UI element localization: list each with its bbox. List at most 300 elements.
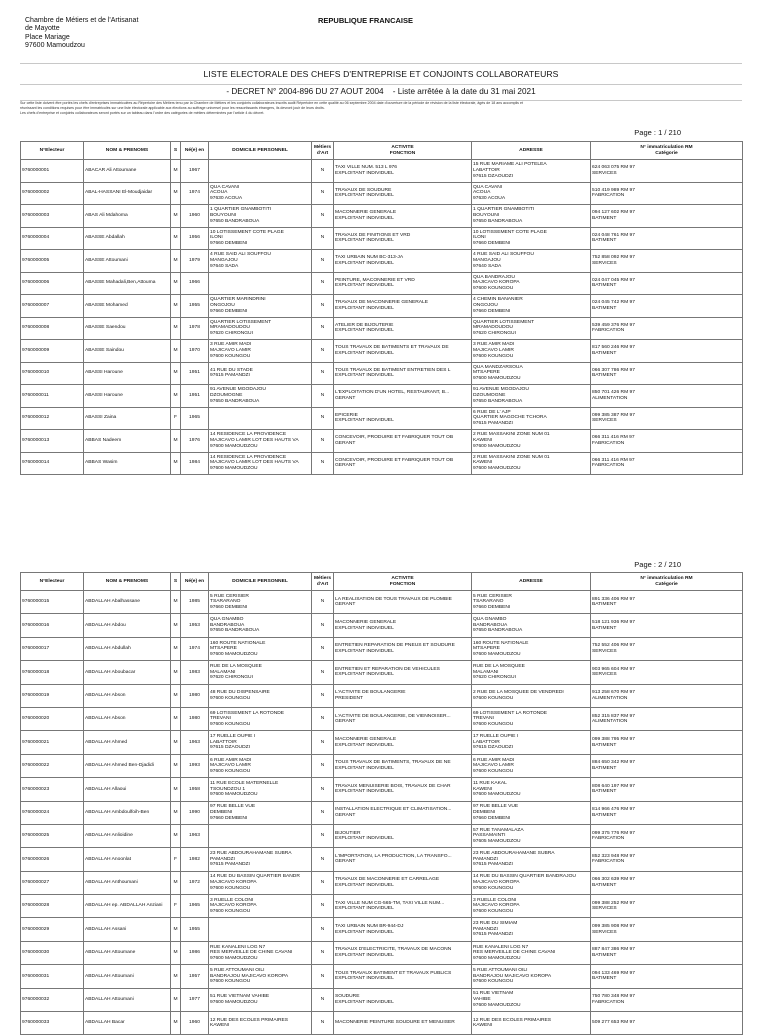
col-home-address [209,272,312,295]
col-registration: 066 307 786 RM 97 BATIMENT [591,362,743,385]
col-business-address: QUA BANDRAJOU MAJICAVO KOROPA 97600 KOUNGOU [472,272,591,295]
col-birth-year: 1956 [181,227,209,250]
col-art-trades: N [312,848,334,871]
col-activity: TRAVAUX DE MACONNERIE GENERALE EXPLOITANT INDIVIDUEL [334,295,472,318]
col-voter-number: 9760000032 [21,988,84,1011]
col-registration-header: N° immatriculation RM Catégorie [591,142,743,160]
col-home-address: QUA GNAMBO BANDRABOUA 97650 BANDRABOUA [209,614,312,637]
col-home-address-header: DOMICILE PERSONNEL [209,142,312,160]
col-art-trades: N [312,340,334,363]
col-sex: M [171,205,181,228]
col-name: ABDALLAH Assani [84,918,171,941]
col-activity-header: ACTIVITE FONCTION [334,142,472,160]
col-home-address: QUARTIER MARINDRINI ONGOJOU 97660 DEMBENI [209,295,312,318]
col-sex: M [171,295,181,318]
col-voter-number: 9760000016 [21,614,84,637]
table-row [21,407,743,430]
col-birth-year: 1957 [181,965,209,988]
col-voter-number: 9760000015 [21,591,84,614]
col-business-address: 160 ROUTE NATIONALE MTSAPERE 97600 MAMOUDZOU [472,637,591,660]
col-sex: M [171,385,181,408]
col-business-address-header: ADRESSE [472,142,591,160]
col-sex: M [171,661,181,684]
col-voter-number: 9760000010 [21,362,84,385]
col-activity: L'IMPORTATION, LA PRODUCTION, LA TRANSFO... GERANT [334,848,472,871]
col-birth-year: 1985 [181,591,209,614]
col-art-trades: N [312,227,334,250]
col-activity: PEINTURE, MACONNERIE ET VRD EXPLOITANT INDIVIDUEL [334,272,472,295]
col-home-address: RUE DE LA MOSQUEE MALAMANI 97620 CHIRONGUI [209,661,312,684]
col-registration: 518 121 936 RM 97 BATIMENT [591,614,743,637]
col-home-address: 91 AVENUE MGODAJOU DZOUMOGNE 97650 BANDRABOUA [209,385,312,408]
col-art-trades: N [312,317,334,340]
col-activity: ATELIER DE BIJOUTERIE EXPLOITANT INDIVIDUEL [334,317,472,340]
col-name: ABDALLAH Attoumani [84,965,171,988]
col-sex: M [171,452,181,475]
col-home-address: 12 RUE DES ECOLES PRIMAIRES KAWENI [209,1012,312,1035]
col-registration: 099 388 795 RM 97 BATIMENT [591,731,743,754]
col-art-trades: N [312,614,334,637]
col-birth-year: 1970 [181,340,209,363]
col-home-address-header: DOMICILE PERSONNEL [209,573,312,591]
col-voter-number: 9760000033 [21,1012,84,1035]
col-name: ABDALLAH Abson [84,707,171,730]
col-voter-number: 9760000017 [21,637,84,660]
col-home-address [209,918,312,941]
col-name: ABASSE Mohamed [84,295,171,318]
col-sex: M [171,731,181,754]
col-birth-year-header: Né(e) en [181,573,209,591]
col-voter-number-header: N°Electeur [21,573,84,591]
table-row [21,362,743,385]
col-activity: TOUS TRAVAUX DE BATIMENTS ET TRAVAUX DE EXPLOITANT INDIVIDUEL [334,340,472,363]
col-registration: 624 063 075 RM 97 SERVICES [591,160,743,183]
col-voter-number: 9760000018 [21,661,84,684]
col-home-address: 41 RUE DU STADE 97615 PAMANDZI [209,362,312,385]
table-row [21,614,743,637]
col-business-address: RUE DE LA MOSQUEE MALAMANI 97620 CHIRONGUI [472,661,591,684]
col-registration: 099 385 387 RM 97 SERVICES [591,407,743,430]
col-art-trades: N [312,205,334,228]
col-activity: TRAVAUX D'ELECTRICITE, TRAVAUX DE MACONN EXPLOITANT INDIVIDUEL [334,941,472,964]
col-name: ABDALLAH Attoumani [84,988,171,1011]
decree-text: - DECRET N° 2004-896 DU 27 AOUT 2004 [226,87,384,96]
col-activity: TAXI URBAIN NUM BR-944-DJ EXPLOITANT INDIVIDUEL [334,918,472,941]
col-activity: LA REALISATION DE TOUS TRAVAUX DE PLOMBIE GERANT [334,591,472,614]
col-art-trades: N [312,707,334,730]
col-business-address-header: ADRESSE [472,573,591,591]
col-business-address: 12 RUE DES ECOLES PRIMAIRES KAWENI [472,1012,591,1035]
col-birth-year: 1974 [181,182,209,205]
col-name: ABDALLAH Ahmed Ben-Djadidi [84,754,171,777]
col-voter-number: 9760000002 [21,182,84,205]
table-row [21,871,743,894]
col-birth-year: 1953 [181,614,209,637]
col-art-trades: N [312,407,334,430]
table-row [21,754,743,777]
col-birth-year: 1960 [181,1012,209,1035]
col-registration: 903 965 604 RM 97 SERVICES [591,661,743,684]
col-sex: M [171,988,181,1011]
col-sex-header: S [171,142,181,160]
col-voter-number: 9760000006 [21,272,84,295]
col-birth-year: 1963 [181,731,209,754]
table-row [21,778,743,801]
col-voter-number: 9760000012 [21,407,84,430]
col-birth-year: 1980 [181,684,209,707]
col-activity: TRAVAUX MENUISERIE BOIS, TRAVAUX DE CHAR EXPLOITANT INDIVIDUEL [334,778,472,801]
col-home-address: 5 RUE CERISIER TSARARANO 97660 DEMBENI [209,591,312,614]
col-activity: MACONNERIE GENERALE EXPLOITANT INDIVIDUEL [334,205,472,228]
col-registration: 066 311 416 RM 97 FABRICATION [591,452,743,475]
col-registration: 752 552 406 RM 97 SERVICES [591,637,743,660]
page-number: Page : 1 / 210 [634,128,681,137]
table-row [21,227,743,250]
col-registration: 509 277 653 RM 97 [591,1012,743,1035]
table-row [21,988,743,1011]
col-activity: CONCEVOIR, PRODUIRE ET FABRIQUER TOUT OB GERANT [334,430,472,453]
col-art-trades: N [312,591,334,614]
list-title: LISTE ELECTORALE DES CHEFS D'ENTREPRISE ET CONJOINTS COLLABORATEURS [20,63,742,85]
col-name: ABAS Ali Mdahoma [84,205,171,228]
col-business-address: 17 RUELLE OUPIE I LABATTOIR 97615 DZAOUDZI [472,731,591,754]
col-business-address: QUA GNAMBO BANDRABOUA 97650 BANDRABOUA [472,614,591,637]
col-art-trades: N [312,1012,334,1035]
col-art-trades: N [312,362,334,385]
col-voter-number: 9760000008 [21,317,84,340]
col-registration: 099 375 776 RM 97 FABRICATION [591,824,743,847]
table-row [21,250,743,273]
col-sex: M [171,684,181,707]
col-name: ABDALLAH Aboubacar [84,661,171,684]
col-registration: 891 336 406 RM 97 BATIMENT [591,591,743,614]
table-row [21,731,743,754]
voter-table [20,572,743,1035]
col-birth-year: 1965 [181,407,209,430]
col-home-address: 51 RUE VIETNAM VAHIBE 97600 MAMOUDZOU [209,988,312,1011]
col-activity: CONCEVOIR, PRODUIRE ET FABRIQUER TOUT OB GERANT [334,452,472,475]
col-sex: M [171,362,181,385]
col-art-trades: N [312,684,334,707]
col-voter-number: 9760000030 [21,941,84,964]
col-home-address: 5 RUE ATTOUMANI OILI BANDRAJOU MAJICAVO KOROPA 97600 KOUNGOU [209,965,312,988]
col-name: ABASSE Abdallah [84,227,171,250]
col-name: ABDALLAH Allaoui [84,778,171,801]
notice-line: Sur cette liste doivent être portés les chefs d'entreprises immatriculées au Répertoire des Métiers tenu par la Chambre de Métiers et les conjoints collaborateurs inscrits audit Répertoire en cette qualité au 06 septembre 2004 date d'ouverture de la période de révision de la liste électorale, âgés de 18 ans accomplis et [20,101,523,105]
table-row [21,824,743,847]
col-art-trades: N [312,385,334,408]
col-registration: 066 311 416 RM 97 FABRICATION [591,430,743,453]
table-row [21,430,743,453]
col-name-header: NOM & PRENOMS [84,142,171,160]
col-business-address: 15 RUE MARIAME ALI POTELEA LABATTOIR 97615 DZAOUDZI [472,160,591,183]
col-birth-year: 1986 [181,941,209,964]
col-sex: M [171,824,181,847]
col-business-address: 5 RUE ATTOUMANI OILI BANDRAJOU MAJICAVO KOROPA 97600 KOUNGOU [472,965,591,988]
col-voter-number: 9760000001 [21,160,84,183]
col-birth-year: 1984 [181,452,209,475]
col-art-trades: N [312,871,334,894]
col-voter-number: 9760000022 [21,754,84,777]
table-row [21,1012,743,1035]
col-business-address: 2 RUE MASSAKINI ZONE NUM 01 KAWENI 97600 MAMOUDZOU [472,430,591,453]
col-birth-year: 1958 [181,778,209,801]
col-art-trades: N [312,988,334,1011]
col-registration: 850 701 426 RM 97 ALIMENTATION [591,385,743,408]
col-voter-number: 9760000020 [21,707,84,730]
col-art-trades: N [312,918,334,941]
col-art-trades: N [312,430,334,453]
col-name: ABASSE Saendou [84,317,171,340]
col-art-trades: N [312,801,334,824]
col-birth-year: 1951 [181,362,209,385]
col-art-trades: N [312,637,334,660]
col-activity: BIJOUTIER EXPLOITANT INDIVIDUEL [334,824,472,847]
col-voter-number: 9760000025 [21,824,84,847]
col-birth-year: 1982 [181,848,209,871]
col-art-trades: N [312,452,334,475]
col-name: ABBAS Nadeem [84,430,171,453]
col-sex: M [171,250,181,273]
col-birth-year: 1966 [181,272,209,295]
col-home-address: RUE KANALENI LOG N7 RES MERVEILLE DE CHINE CAVANI 97600 MAMOUDZOU [209,941,312,964]
col-activity: L'EXPLOITATION D'UN HOTEL, RESTAURANT, B... GERANT [334,385,472,408]
page-number: Page : 2 / 210 [634,560,681,569]
col-sex: M [171,160,181,183]
col-business-address: 57 RUE TANAMALAZA PASSAMAINTI 97605 MAMOUDZOU [472,824,591,847]
col-sex-header: S [171,573,181,591]
col-business-address: 6 RUE AMIR MADI MAJICAVO LAMIR 97600 KOUNGOU [472,754,591,777]
col-art-trades: N [312,824,334,847]
col-voter-number: 9760000014 [21,452,84,475]
col-home-address: 17 RUELLE OUPIE I LABATTOIR 97615 DZAOUDZI [209,731,312,754]
col-activity: ENTRETIEN REPARATION DE PNEUS ET SOUDURE EXPLOITANT INDIVIDUEL [334,637,472,660]
col-activity: TAXI VILLE NUM CG-565-TM, TAXI VILLE NUM... EXPLOITANT INDIVIDUEL [334,895,472,918]
page-break [0,507,768,567]
date-note: - Liste arrêtée à la date du 31 mai 2021 [392,87,536,96]
col-name: ABASSI Zaina [84,407,171,430]
col-registration: 852 323 948 RM 97 FABRICATION [591,848,743,871]
col-business-address: QUARTIER LOTISSEMENT MRAMADOUDOU 97620 CHIRONGUI [472,317,591,340]
col-home-address: 160 ROUTE NATIONALE MTSAPERE 97600 MAMOUDZOU [209,637,312,660]
col-business-address: 14 RUE DU BASSIN QUARTIER BANDRAJOU MAJICAVO KOROPA 97600 KOUNGOU [472,871,591,894]
col-name: ABDALLAH Abson [84,684,171,707]
col-registration: 817 560 246 RM 97 BATIMENT [591,340,743,363]
org-line: de Mayotte [25,25,60,33]
col-art-trades: N [312,778,334,801]
col-name: ABDALLAH Anthoumani [84,871,171,894]
col-name: ABDALLAH Abalhassane [84,591,171,614]
col-art-trades: N [312,182,334,205]
col-birth-year: 1960 [181,205,209,228]
col-activity: SOUDURE EXPLOITANT INDIVIDUEL [334,988,472,1011]
table-row [21,941,743,964]
col-home-address: 3 RUE AMIR MADI MAJICAVO LAMIR 97600 KOUNGOU [209,340,312,363]
col-name: ABDALLAH Abdou [84,614,171,637]
col-home-address: 11 RUE ECOLE MATERNELLE TSOUNDZOU 1 97600 MAMOUDZOU [209,778,312,801]
col-voter-number: 9760000009 [21,340,84,363]
col-registration: 510 419 989 RM 97 FABRICATION [591,182,743,205]
col-activity: TRAVAUX DE MACONNERIE ET CARRELAGE EXPLOITANT INDIVIDUEL [334,871,472,894]
col-birth-year: 1980 [181,707,209,730]
col-birth-year: 1965 [181,895,209,918]
col-art-trades-header: Métiers d'Art [312,573,334,591]
col-home-address: 4 RUE SAID ALI SOUFFOU MANGAJOU 97640 SADA [209,250,312,273]
col-voter-number: 9760000029 [21,918,84,941]
col-name: ABDALLAH Anoonlat [84,848,171,871]
table-row [21,801,743,824]
col-name: ABDALLAH Bacar [84,1012,171,1035]
col-voter-number-header: N°Electeur [21,142,84,160]
col-home-address: 10 LOTISSEMENT COTE PLAGE ILONI 97660 DEMBENI [209,227,312,250]
table-row [21,684,743,707]
col-birth-year: 1976 [181,430,209,453]
col-birth-year: 1990 [181,801,209,824]
col-business-address: 97 RUE BELLE VUE DEMBENI 97660 DEMBENI [472,801,591,824]
col-birth-year: 1955 [181,918,209,941]
col-registration: 066 302 639 RM 97 BATIMENT [591,871,743,894]
col-home-address: 69 LOTISSEMENT LA ROTONDE TREVANI 97600 KOUNGOU [209,707,312,730]
col-business-address: 2 RUE DE LA MOSQUEE DE VENDREDI 97600 KOUNGOU [472,684,591,707]
col-voter-number: 9760000019 [21,684,84,707]
col-sex: M [171,1012,181,1035]
col-birth-year: 1979 [181,250,209,273]
table-row [21,591,743,614]
col-sex: M [171,965,181,988]
col-home-address [209,160,312,183]
table-row [21,895,743,918]
org-line: 97600 Mamoudzou [25,42,85,50]
col-sex: M [171,918,181,941]
col-business-address: 11 RUE KAKAL KAWENI 97600 MAMOUDZOU [472,778,591,801]
table-row [21,848,743,871]
col-business-address: 2 RUE MASSAKINI ZONE NUM 01 KAWENI 97600 MAMOUDZOU [472,452,591,475]
col-name: ABASSI Haroune [84,385,171,408]
col-registration: 852 315 837 RM 97 ALIMENTATION [591,707,743,730]
col-activity: TOUS TRAVAUX DE BATIMENTS, TRAVAUX DE NE EXPLOITANT INDIVIDUEL [334,754,472,777]
col-art-trades-header: Métiers d'Art [312,142,334,160]
col-birth-year: 1983 [181,661,209,684]
republic-heading: REPUBLIQUE FRANCAISE [318,16,414,25]
col-activity: INSTALLATION ELECTRIQUE ET CLIMATISATION... GERANT [334,801,472,824]
col-activity: TAXI VILLE NUM. 513 L 976 EXPLOITANT INDIVIDUEL [334,160,472,183]
col-name: ABDALLAH Anlioidine [84,824,171,847]
col-sex: M [171,614,181,637]
col-name: ABBAS Wasim [84,452,171,475]
col-activity: L'ACTIVITE DE BOULANGERIE PRESIDENT [334,684,472,707]
col-voter-number: 9760000031 [21,965,84,988]
col-name: ABDALLAH Abdullah [84,637,171,660]
col-sex: M [171,778,181,801]
col-business-address: 3 RUELLE COLONI MAJICAVO KOROPA 97600 KOUNGOU [472,895,591,918]
col-name-header: NOM & PRENOMS [84,573,171,591]
col-art-trades: N [312,941,334,964]
col-sex: M [171,637,181,660]
col-sex: M [171,591,181,614]
table-row [21,317,743,340]
col-birth-year: 1955 [181,295,209,318]
col-home-address: 3 RUELLE COLONI MAJICAVO KOROPA 97600 KOUNGOU [209,895,312,918]
col-business-address: 4 CHEMIN BANANIER ONGOJOU 97660 DEMBENI [472,295,591,318]
col-home-address: 48 RUE DU DISPENSAIRE 97600 KOUNGOU [209,684,312,707]
col-activity: TRAVAUX DE FINITIONS ET VRD EXPLOITANT INDIVIDUEL [334,227,472,250]
col-registration: 750 780 348 RM 97 FABRICATION [591,988,743,1011]
col-birth-year: 1951 [181,385,209,408]
col-business-address: 51 RUE VIETNAM VAHIBE 97600 MAMOUDZOU [472,988,591,1011]
col-name: ABACAR Ali Attoumane [84,160,171,183]
col-art-trades: N [312,272,334,295]
col-name: ABDALLAH ep. ABDALLAH Anziani [84,895,171,918]
col-business-address: 4 RUE SAID ALI SOUFFOU MANGAJOU 97640 SADA [472,250,591,273]
col-birth-year-header: Né(e) en [181,142,209,160]
col-voter-number: 9760000023 [21,778,84,801]
col-registration: 094 127 602 RM 97 BATIMENT [591,205,743,228]
col-voter-number: 9760000021 [21,731,84,754]
table-row [21,182,743,205]
col-home-address: 14 RESIDENCE LA PROVIDENCE MAJICAVO LAMIR LOT DES HAUTS VA 97600 MAMOUDZOU [209,452,312,475]
table-row [21,205,743,228]
col-birth-year: 1967 [181,160,209,183]
col-sex: M [171,430,181,453]
col-art-trades: N [312,731,334,754]
col-business-address: 1 QUARTIER GNAMBOTITI BOUYOUNI 97650 BANDRABOUA [472,205,591,228]
col-business-address: 91 AVENUE MGODAJOU DZOUMOGNE 97650 BANDRABOUA [472,385,591,408]
col-registration: 887 847 386 RM 97 BATIMENT [591,941,743,964]
col-sex: F [171,848,181,871]
table-row [21,160,743,183]
col-voter-number: 9760000028 [21,895,84,918]
table-header-row [21,142,743,160]
col-voter-number: 9760000026 [21,848,84,871]
col-home-address: 6 RUE AMIR MADI MAJICAVO LAMIR 97600 KOUNGOU [209,754,312,777]
col-art-trades: N [312,160,334,183]
col-home-address: 97 RUE BELLE VUE DEMBENI 97660 DEMBENI [209,801,312,824]
col-business-address: 5 RUE CERISIER TSARARANO 97660 DEMBENI [472,591,591,614]
col-business-address: 6 RUE DE L' AJP QUARTIER MAGOCHE TCHORA 97615 PAMANDZI [472,407,591,430]
col-sex: M [171,754,181,777]
col-name: ABDALLAH Ambdoulfoih-Ben [84,801,171,824]
col-registration: 099 388 252 RM 97 SERVICES [591,895,743,918]
col-registration: 099 385 908 RM 97 SERVICES [591,918,743,941]
col-activity: L'ACTIVITE DE BOULANGERIE, DE VIENNOISER... GERANT [334,707,472,730]
col-activity: EPICERIE EXPLOITANT INDIVIDUEL [334,407,472,430]
table-row [21,918,743,941]
col-business-address: 23 RUE ABDOURAHAMANE SUBRA PAMANDZI 97615 PAMANDZI [472,848,591,871]
col-name: ABDALLAH Ahmed [84,731,171,754]
table-row [21,272,743,295]
col-voter-number: 9760000005 [21,250,84,273]
col-name: ABASSE Mahadali,Ben,Attoumа [84,272,171,295]
table-row [21,452,743,475]
col-registration: 884 650 342 RM 97 BATIMENT [591,754,743,777]
col-birth-year: 1972 [181,871,209,894]
col-voter-number: 9760000003 [21,205,84,228]
decree-line [20,83,742,101]
col-business-address: QUA MANDZARSOUA MTSAPERE 97600 MAMOUDZOU [472,362,591,385]
col-name: ABAL-HASSANI El-Moudjaidar [84,182,171,205]
col-sex: M [171,941,181,964]
col-business-address: 23 RUE DU SIMIAM PAMANDZI 97615 PAMANDZI [472,918,591,941]
col-home-address: 14 RESIDENCE LA PROVIDENCE MAJICAVO LAMIR LOT DES HAUTS VA 97600 MAMOUDZOU [209,430,312,453]
col-sex: F [171,895,181,918]
col-home-address: 23 RUE ABDOURAHAMANE SUBRA PAMANDZI 97615 PAMANDZI [209,848,312,871]
col-activity: MACONNERIE PEINTURE SOUDURE ET MENUISER [334,1012,472,1035]
col-activity-header: ACTIVITE FONCTION [334,573,472,591]
col-registration-header: N° immatriculation RM Catégorie [591,573,743,591]
col-sex: F [171,407,181,430]
col-birth-year: 1974 [181,637,209,660]
col-registration: 814 966 476 RM 97 BATIMENT [591,801,743,824]
